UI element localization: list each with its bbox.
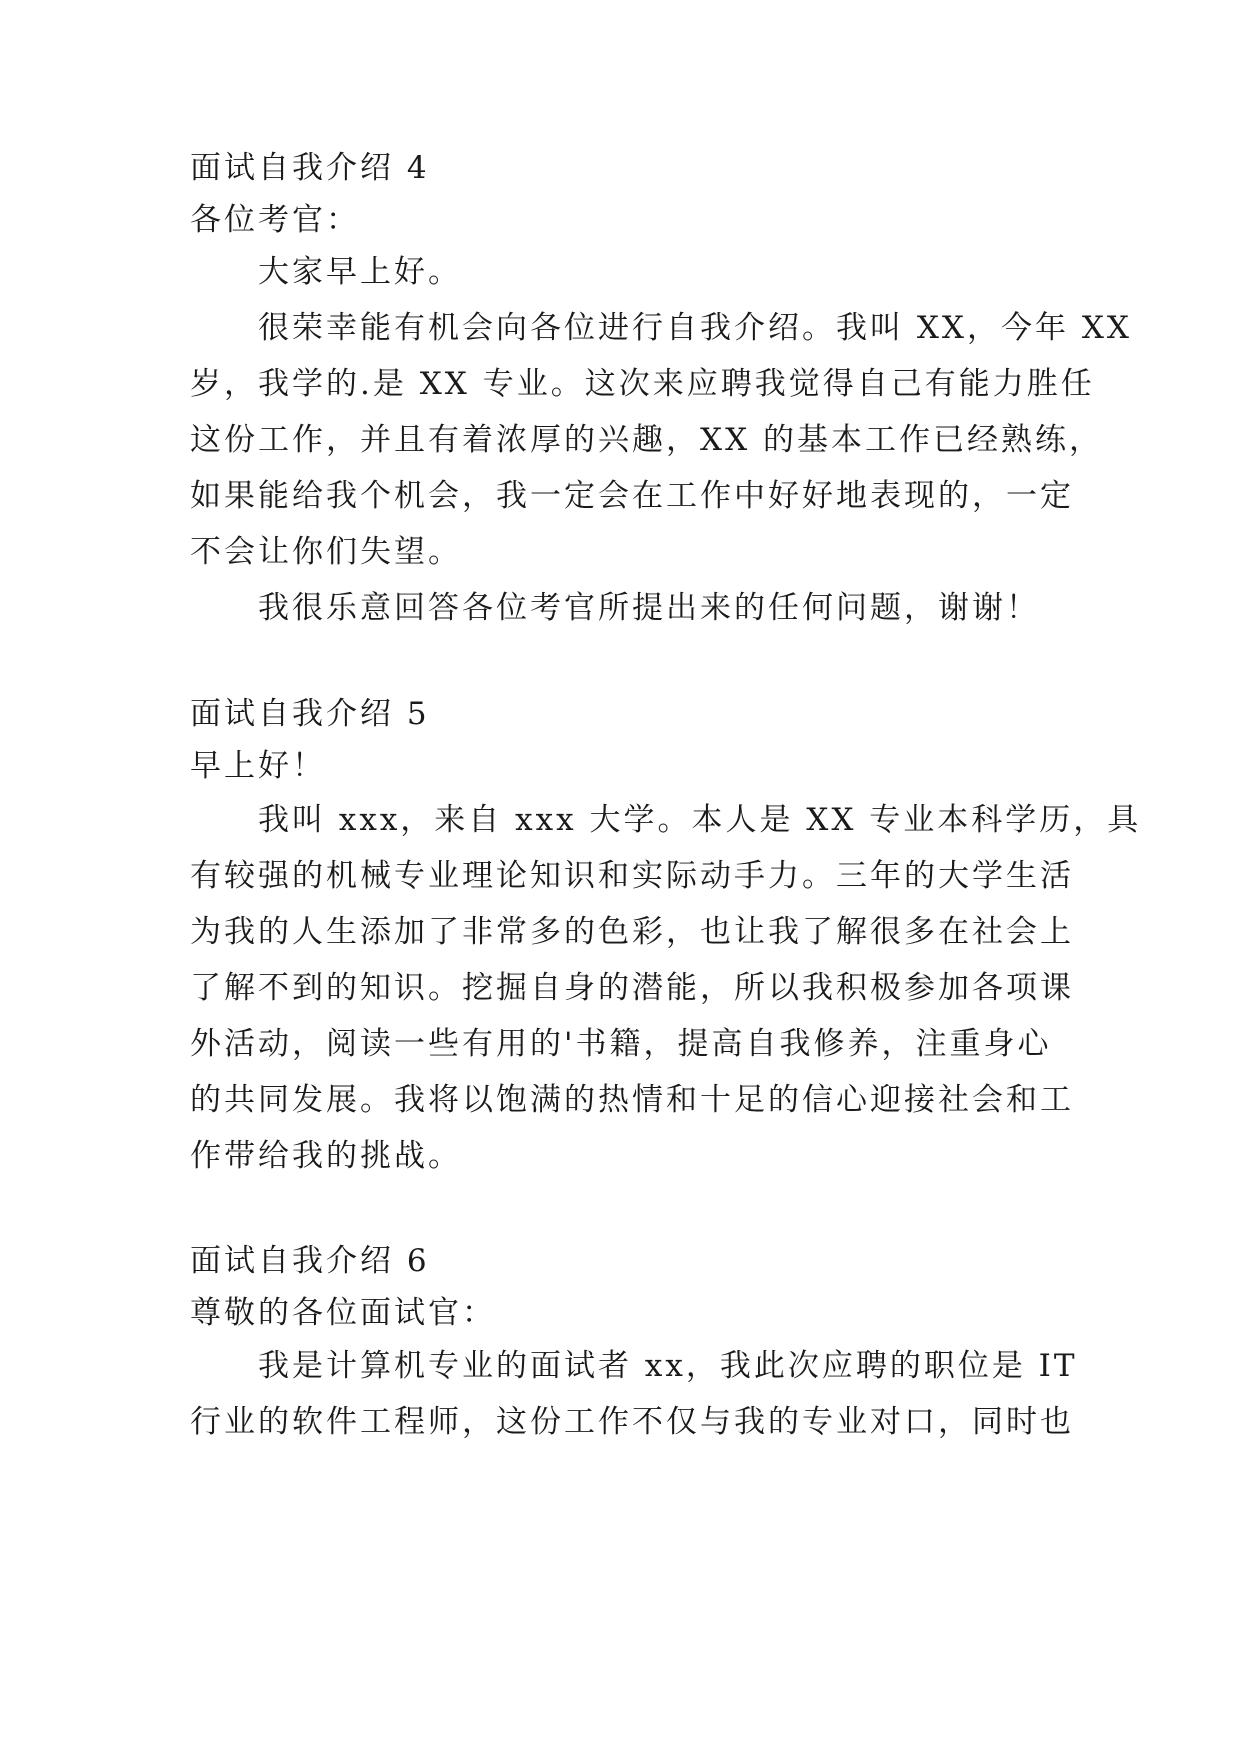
- paragraph-line: 如果能给我个机会，我一定会在工作中好好地表现的，一定: [190, 478, 1074, 514]
- paragraph-line: 这份工作，并且有着浓厚的兴趣，XX 的基本工作已经熟练，: [190, 422, 1103, 458]
- paragraph-line: 了解不到的知识。挖掘自身的潜能，所以我积极参加各项课: [190, 970, 1074, 1006]
- section-heading: 面试自我介绍 4: [190, 150, 430, 186]
- paragraph-line: 外活动，阅读一些有用的'书籍，提高自我修养，注重身心: [190, 1026, 1052, 1062]
- paragraph-line: 行业的软件工程师，这份工作不仅与我的专业对口，同时也: [190, 1404, 1074, 1440]
- salutation: 尊敬的各位面试官：: [190, 1295, 496, 1331]
- paragraph-line: 我很乐意回答各位考官所提出来的任何问题，谢谢！: [258, 590, 1040, 626]
- paragraph-line: 的共同发展。我将以饱满的热情和十足的信心迎接社会和工: [190, 1082, 1074, 1118]
- paragraph-line: 作带给我的挑战。: [190, 1138, 462, 1174]
- paragraph-line: 很荣幸能有机会向各位进行自我介绍。我叫 XX，今年 XX: [258, 310, 1132, 346]
- section-heading: 面试自我介绍 6: [190, 1243, 430, 1279]
- paragraph-line: 大家早上好。: [258, 254, 462, 290]
- salutation: 各位考官：: [190, 202, 360, 238]
- section-heading: 面试自我介绍 5: [190, 696, 430, 732]
- paragraph-line: 不会让你们失望。: [190, 534, 462, 570]
- paragraph-line: 为我的人生添加了非常多的色彩，也让我了解很多在社会上: [190, 914, 1074, 950]
- paragraph-line: 岁，我学的.是 XX 专业。这次来应聘我觉得自己有能力胜任: [190, 366, 1095, 402]
- paragraph-line: 我是计算机专业的面试者 xx，我此次应聘的职位是 IT: [258, 1348, 1078, 1384]
- paragraph-line: 有较强的机械专业理论知识和实际动手力。三年的大学生活: [190, 858, 1074, 894]
- paragraph-line: 我叫 xxx，来自 xxx 大学。本人是 XX 专业本科学历，具: [258, 802, 1142, 838]
- salutation: 早上好！: [190, 748, 326, 784]
